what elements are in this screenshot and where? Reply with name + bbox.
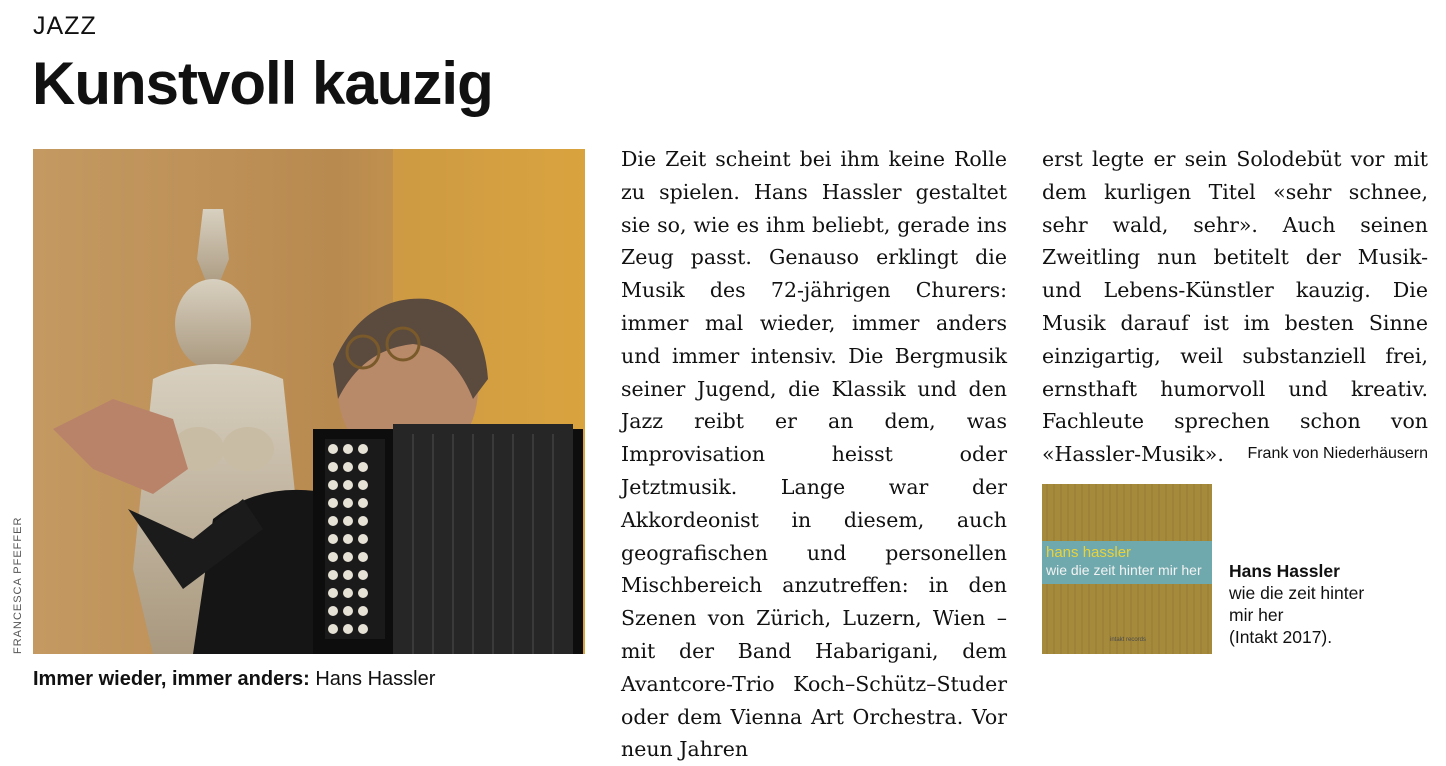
album-info bbox=[1229, 560, 1364, 648]
caption-bold: Immer wieder, immer anders: bbox=[33, 668, 310, 690]
cover-artist-text: hans hassler bbox=[1046, 544, 1132, 561]
photo-credit: FRANCESCA PFEFFER bbox=[12, 516, 24, 654]
photo-caption bbox=[33, 668, 435, 691]
caption-rest: Hans Hassler bbox=[309, 668, 436, 690]
cover-title-text: wie die zeit hinter mir her bbox=[1046, 562, 1202, 578]
section-label: JAZZ bbox=[33, 12, 97, 40]
album-cover bbox=[1042, 484, 1212, 654]
article-column-2-text: erst legte er sein Solodebüt vor mit dem kurligen Titel «sehr schnee, sehr wald, sehr». Auch seinen Zweitling nun betitelt der Musik- und Lebens-Künstler kauzig. Die Musik darauf ist im besten Sinne einzigartig, weil substanziell frei, ernsthaft humorvoll und kreativ. Fachleute sprechen schon von «Hassler-Musik». bbox=[1042, 147, 1428, 467]
cover-label-text: intakt records bbox=[1110, 637, 1147, 643]
album-artist: Hans Hassler bbox=[1229, 561, 1340, 581]
album-label-year: (Intakt 2017). bbox=[1229, 627, 1333, 647]
article-column-2 bbox=[1042, 143, 1428, 471]
album-title-line-1: wie die zeit hinter bbox=[1229, 583, 1365, 603]
article-column-1: Die Zeit scheint bei ihm keine Rolle zu spielen. Hans Hassler gestaltet sie so, wie es ihm beliebt, gerade ins Zeug passt. Genauso erklingt die Musik des 72-jährigen Churers: immer mal wieder, immer anders und immer intensiv. Die Bergmusik seiner Jugend, die Klassik und den Jazz reibt er an dem, was Improvisation heisst oder Jetztmusik. Lange war der Akkordeonist in diesem, auch geografischen und personellen Mischbereich anzutreffen: in den Szenen von Zürich, Luzern, Wien – mit der Band Habarigani, dem Avantcore-Trio Koch–Schütz–Studer oder dem Vienna Art Orchestra. Vor neun Jahren bbox=[621, 147, 1007, 762]
author-byline: Frank von Niederhäusern bbox=[1247, 445, 1428, 463]
article-photo bbox=[33, 149, 585, 654]
album-title-line-2: mir her bbox=[1229, 605, 1284, 625]
headline: Kunstvoll kauzig bbox=[32, 50, 493, 117]
